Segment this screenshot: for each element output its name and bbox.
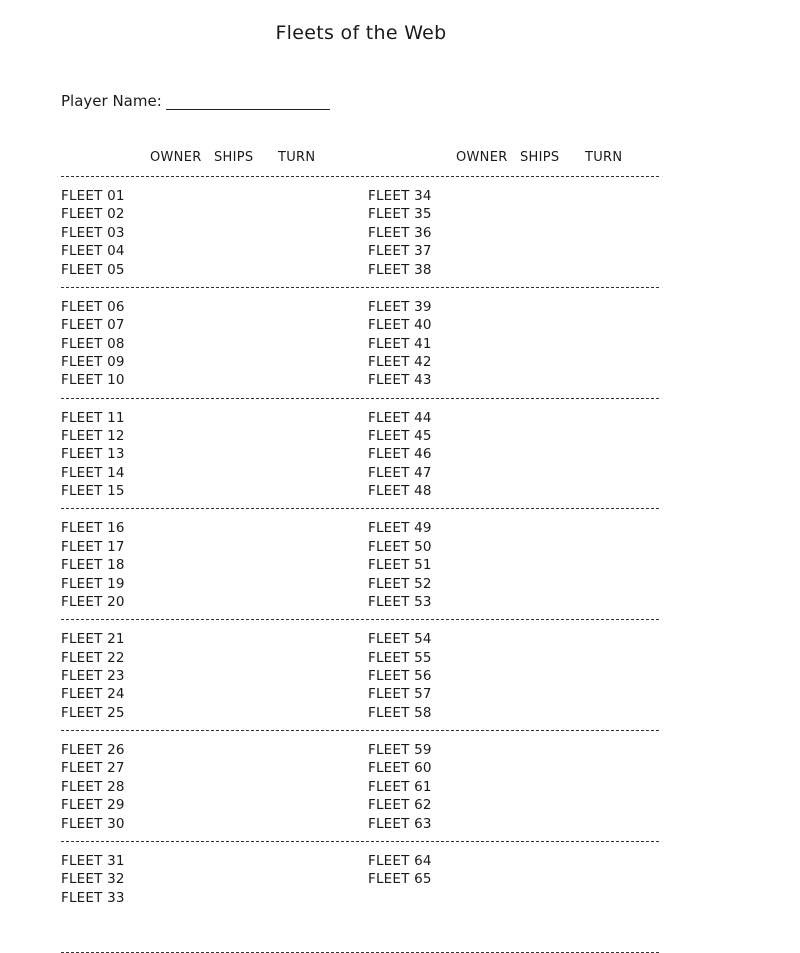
fleet-row: FLEET 23: [61, 667, 125, 684]
fleet-row: FLEET 53: [368, 593, 432, 610]
fleet-row: FLEET 22: [61, 649, 125, 666]
fleet-row: FLEET 31: [61, 852, 125, 869]
fleet-group-right: [368, 852, 488, 889]
fleet-row: FLEET 06: [61, 298, 125, 315]
fleet-group-left: [61, 409, 181, 501]
fleet-group-right: [368, 630, 488, 722]
fleet-row: FLEET 47: [368, 464, 432, 481]
right-owner-header: OWNER: [456, 150, 508, 165]
fleet-row: FLEET 09: [61, 353, 125, 370]
dashed-divider: [61, 508, 659, 509]
page-title: Fleets of the Web: [275, 22, 447, 44]
fleet-row: FLEET 20: [61, 593, 125, 610]
fleet-row: FLEET 32: [61, 871, 125, 888]
fleet-row: FLEET 27: [61, 760, 125, 777]
left-turn-header: TURN: [278, 150, 316, 165]
dashed-divider: [61, 730, 659, 731]
fleet-row: FLEET 08: [61, 335, 125, 352]
fleet-row: FLEET 01: [61, 188, 125, 204]
fleet-row: FLEET 57: [368, 686, 432, 703]
fleet-row: FLEET 04: [61, 243, 125, 260]
fleet-row: FLEET 58: [368, 704, 432, 721]
dashed-divider: [61, 841, 659, 842]
fleet-row: FLEET 54: [368, 631, 432, 648]
fleet-row: FLEET 43: [368, 372, 432, 389]
fleet-row: FLEET 03: [61, 224, 125, 241]
fleet-row: FLEET 50: [368, 538, 432, 555]
fleet-row: FLEET 49: [368, 520, 432, 537]
fleet-row: FLEET 63: [368, 815, 432, 832]
player-name-blank-line: [166, 96, 330, 110]
fleet-row: FLEET 62: [368, 797, 432, 814]
fleet-row: FLEET 61: [368, 778, 432, 795]
fleet-row: FLEET 15: [61, 483, 125, 500]
fleet-row: FLEET 42: [368, 353, 432, 370]
fleet-row: FLEET 26: [61, 742, 125, 758]
fleet-row: FLEET 60: [368, 760, 432, 777]
fleet-row: FLEET 65: [368, 871, 432, 888]
fleet-group-left: [61, 852, 181, 907]
fleet-row: FLEET 29: [61, 797, 125, 814]
fleet-row: FLEET 39: [368, 298, 432, 315]
fleet-group-left: [61, 741, 181, 833]
player-name-field: [61, 92, 330, 110]
fleet-row: FLEET 07: [61, 317, 125, 334]
fleet-row: FLEET 41: [368, 335, 432, 352]
fleet-row: FLEET 45: [368, 427, 432, 444]
right-turn-header: TURN: [585, 150, 623, 165]
fleet-row: FLEET 35: [368, 206, 432, 223]
fleet-row: FLEET 11: [61, 409, 125, 426]
dashed-divider: [61, 176, 659, 177]
player-name-label: Player Name:: [61, 92, 162, 110]
dashed-divider: [61, 287, 659, 288]
fleet-row: FLEET 14: [61, 464, 125, 481]
fleet-row: FLEET 19: [61, 575, 125, 592]
fleet-row: FLEET 59: [368, 742, 432, 758]
fleet-row: FLEET 25: [61, 704, 125, 721]
fleet-row: FLEET 18: [61, 557, 125, 574]
fleet-row: FLEET 30: [61, 815, 125, 832]
fleet-group-left: [61, 298, 181, 390]
fleet-row: FLEET 36: [368, 224, 432, 241]
fleet-row: FLEET 02: [61, 206, 125, 223]
fleet-group-right: [368, 187, 488, 279]
fleet-group-right: [368, 298, 488, 390]
fleet-row: FLEET 44: [368, 409, 432, 426]
fleet-row: FLEET 37: [368, 243, 432, 260]
left-ships-header: SHIPS: [214, 150, 254, 165]
fleet-row: FLEET 46: [368, 446, 432, 463]
fleet-row: FLEET 21: [61, 631, 125, 648]
fleet-row: FLEET 38: [368, 261, 432, 278]
fleet-group-left: [61, 187, 181, 279]
left-owner-header: OWNER: [150, 150, 202, 165]
fleet-row: FLEET 55: [368, 649, 432, 666]
right-ships-header: SHIPS: [520, 150, 560, 165]
fleet-row: FLEET 05: [61, 261, 125, 278]
fleet-row: FLEET 24: [61, 686, 125, 703]
fleet-group-right: [368, 741, 488, 833]
dashed-divider: [61, 952, 659, 953]
fleet-row: FLEET 10: [61, 372, 125, 389]
fleet-group-left: [61, 630, 181, 722]
dashed-divider: [61, 398, 659, 399]
fleet-row: FLEET 28: [61, 778, 125, 795]
fleet-group-right: [368, 519, 488, 611]
fleet-row: FLEET 13: [61, 446, 125, 463]
fleet-row: FLEET 17: [61, 538, 125, 555]
fleet-row: FLEET 52: [368, 575, 432, 592]
fleet-group-left: [61, 519, 181, 611]
fleet-row: FLEET 40: [368, 317, 432, 334]
fleet-row: FLEET 48: [368, 483, 432, 500]
dashed-divider: [61, 619, 659, 620]
fleet-row: FLEET 56: [368, 667, 432, 684]
fleet-row: FLEET 51: [368, 557, 432, 574]
fleet-group-right: [368, 409, 488, 501]
fleet-row: FLEET 12: [61, 427, 125, 444]
fleet-row: FLEET 16: [61, 520, 125, 537]
fleet-row: FLEET 33: [61, 889, 125, 906]
fleet-row: FLEET 64: [368, 852, 432, 869]
fleet-row: FLEET 34: [368, 188, 432, 204]
